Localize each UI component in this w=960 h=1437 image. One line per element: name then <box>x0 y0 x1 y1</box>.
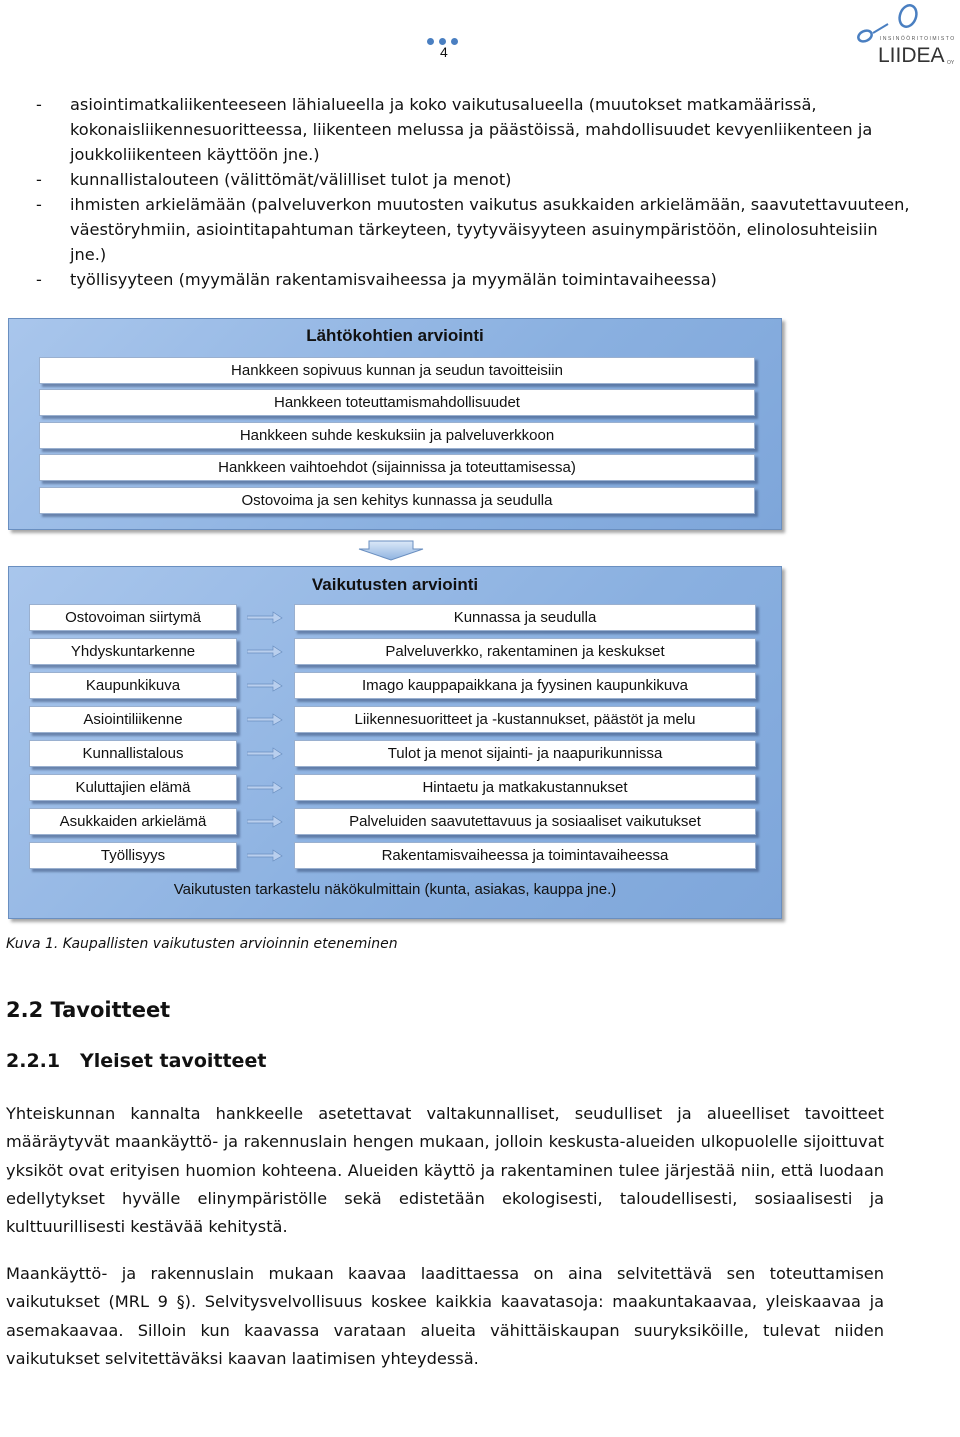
bullet-item: - kunnallistalouteen (välittömät/välilliset tulot ja menot) <box>36 170 512 189</box>
assessment-row: Hankkeen toteuttamismahdollisuudet <box>39 389 755 416</box>
right-arrow-icon <box>247 610 283 624</box>
logo-suffix: OY <box>947 60 955 66</box>
assessment-row: Hankkeen sopivuus kunnan ja seudun tavoitteisiin <box>39 357 755 384</box>
impact-category: Yhdyskuntarkenne <box>29 638 237 665</box>
right-arrow-icon <box>247 644 283 658</box>
subsection-heading: 2.2.1 Yleiset tavoitteet <box>6 1050 267 1072</box>
impact-detail: Palveluiden saavutettavuus ja sosiaaliset vaikutukset <box>294 808 756 835</box>
impact-category: Asukkaiden arkielämä <box>29 808 237 835</box>
right-arrow-icon <box>247 848 283 862</box>
bullet-item: - työllisyyteen (myymälän rakentamisvaiheessa ja myymälän toimintavaiheessa) <box>36 270 717 289</box>
assessment-row: Hankkeen suhde keskuksiin ja palveluverkkoon <box>39 422 755 449</box>
assessment-row: Ostovoima ja sen kehitys kunnassa ja seudulla <box>39 487 755 514</box>
impact-category: Työllisyys <box>29 842 237 869</box>
impact-category: Ostovoiman siirtymä <box>29 604 237 631</box>
figure-caption: Kuva 1. Kaupallisten vaikutusten arvioinnin eteneminen <box>6 936 398 952</box>
section-heading: 2.2 Tavoitteet <box>6 998 171 1022</box>
impact-detail: Imago kauppapaikkana ja fyysinen kaupunkikuva <box>294 672 756 699</box>
logo-wordmark: LIIDEA <box>878 44 945 67</box>
body-paragraph: Maankäyttö- ja rakennuslain mukaan kaavaa laadittaessa on aina selvitettävä sen toteuttamisen vaikutukset (MRL 9 §). Selvitysvelvollisuus koskee kaikkia kaavatasoja: maakuntakaavaa, yleiskaavaa ja asemakaavaa. Silloin kun kaavassa varataan alueita vähittäiskaupan suuryksiköille, tulevat niiden vaikutukset selvitettäväksi kaavan laatimisen yhteydessä. <box>6 1264 884 1368</box>
bullet-item: - ihmisten arkielämään (palveluverkon muutosten vaikutus asukkaiden arkielämään, saavutettavuuteen, väestöryhmiin, asiointitapahtuman tärkeyteen, tyytyväisyyteen asuinympäristöön, elinolosuhteisiin jne.) <box>36 195 910 264</box>
impact-detail: Hintaetu ja matkakustannukset <box>294 774 756 801</box>
right-arrow-icon <box>247 712 283 726</box>
assessment-row: Hankkeen vaihtoehdot (sijainnissa ja toteuttamisessa) <box>39 454 755 481</box>
impact-bullet-list <box>36 92 916 292</box>
logo-subtitle: INSINÖÖRITOIMISTO <box>880 36 956 42</box>
impact-category: Kaupunkikuva <box>29 672 237 699</box>
bullet-item: - asiointimatkaliikenteeseen lähialueella ja koko vaikutusalueella (muutokset matkamäärissä, kokonaisliikennesuoritteessa, liikenteen melussa ja päästöissä, mahdollisuudet kevyenliikenteen ja joukkoliikenteen käyttöön jne.) <box>36 95 873 164</box>
baseline-assessment-panel <box>8 318 782 530</box>
impact-category: Asiointiliikenne <box>29 706 237 733</box>
right-arrow-icon <box>247 780 283 794</box>
impact-detail: Rakentamisvaiheessa ja toimintavaiheessa <box>294 842 756 869</box>
impact-detail: Tulot ja menot sijainti- ja naapurikunnissa <box>294 740 756 767</box>
down-arrow-icon <box>357 539 425 561</box>
panel-title: Lähtökohtien arviointi <box>306 326 484 345</box>
panel-footer-text: Vaikutusten tarkastelu näkökulmittain (kunta, asiakas, kauppa jne.) <box>173 881 617 898</box>
impact-detail: Palveluverkko, rakentaminen ja keskukset <box>294 638 756 665</box>
impact-category: Kunnallistalous <box>29 740 237 767</box>
impact-assessment-panel <box>8 566 782 919</box>
right-arrow-icon <box>247 814 283 828</box>
impact-category: Kuluttajien elämä <box>29 774 237 801</box>
right-arrow-icon <box>247 746 283 760</box>
page-number: 4 <box>440 44 448 60</box>
right-arrow-icon <box>247 678 283 692</box>
body-paragraph: Yhteiskunnan kannalta hankkeelle asetettavat valtakunnalliset, seudulliset ja alueelliset tavoitteet määräytyvät maankäyttö- ja rakennuslain hengen mukaan, jolloin keskusta-alueiden ulkopuolelle sijoittuvat yksiköt ovat erityisen huomion kohteena. Alueiden käyttö ja rakentaminen tulee järjestää niin, että luodaan edellytykset hyvälle elinympäristölle sekä edistetään ekologisesti, taloudellisesti, sosiaalisesti ja kulttuurillisesti kestävää kehitystä. <box>6 1104 884 1237</box>
impact-detail: Kunnassa ja seudulla <box>294 604 756 631</box>
impact-detail: Liikennesuoritteet ja -kustannukset, päästöt ja melu <box>294 706 756 733</box>
panel-title: Vaikutusten arviointi <box>311 575 479 594</box>
